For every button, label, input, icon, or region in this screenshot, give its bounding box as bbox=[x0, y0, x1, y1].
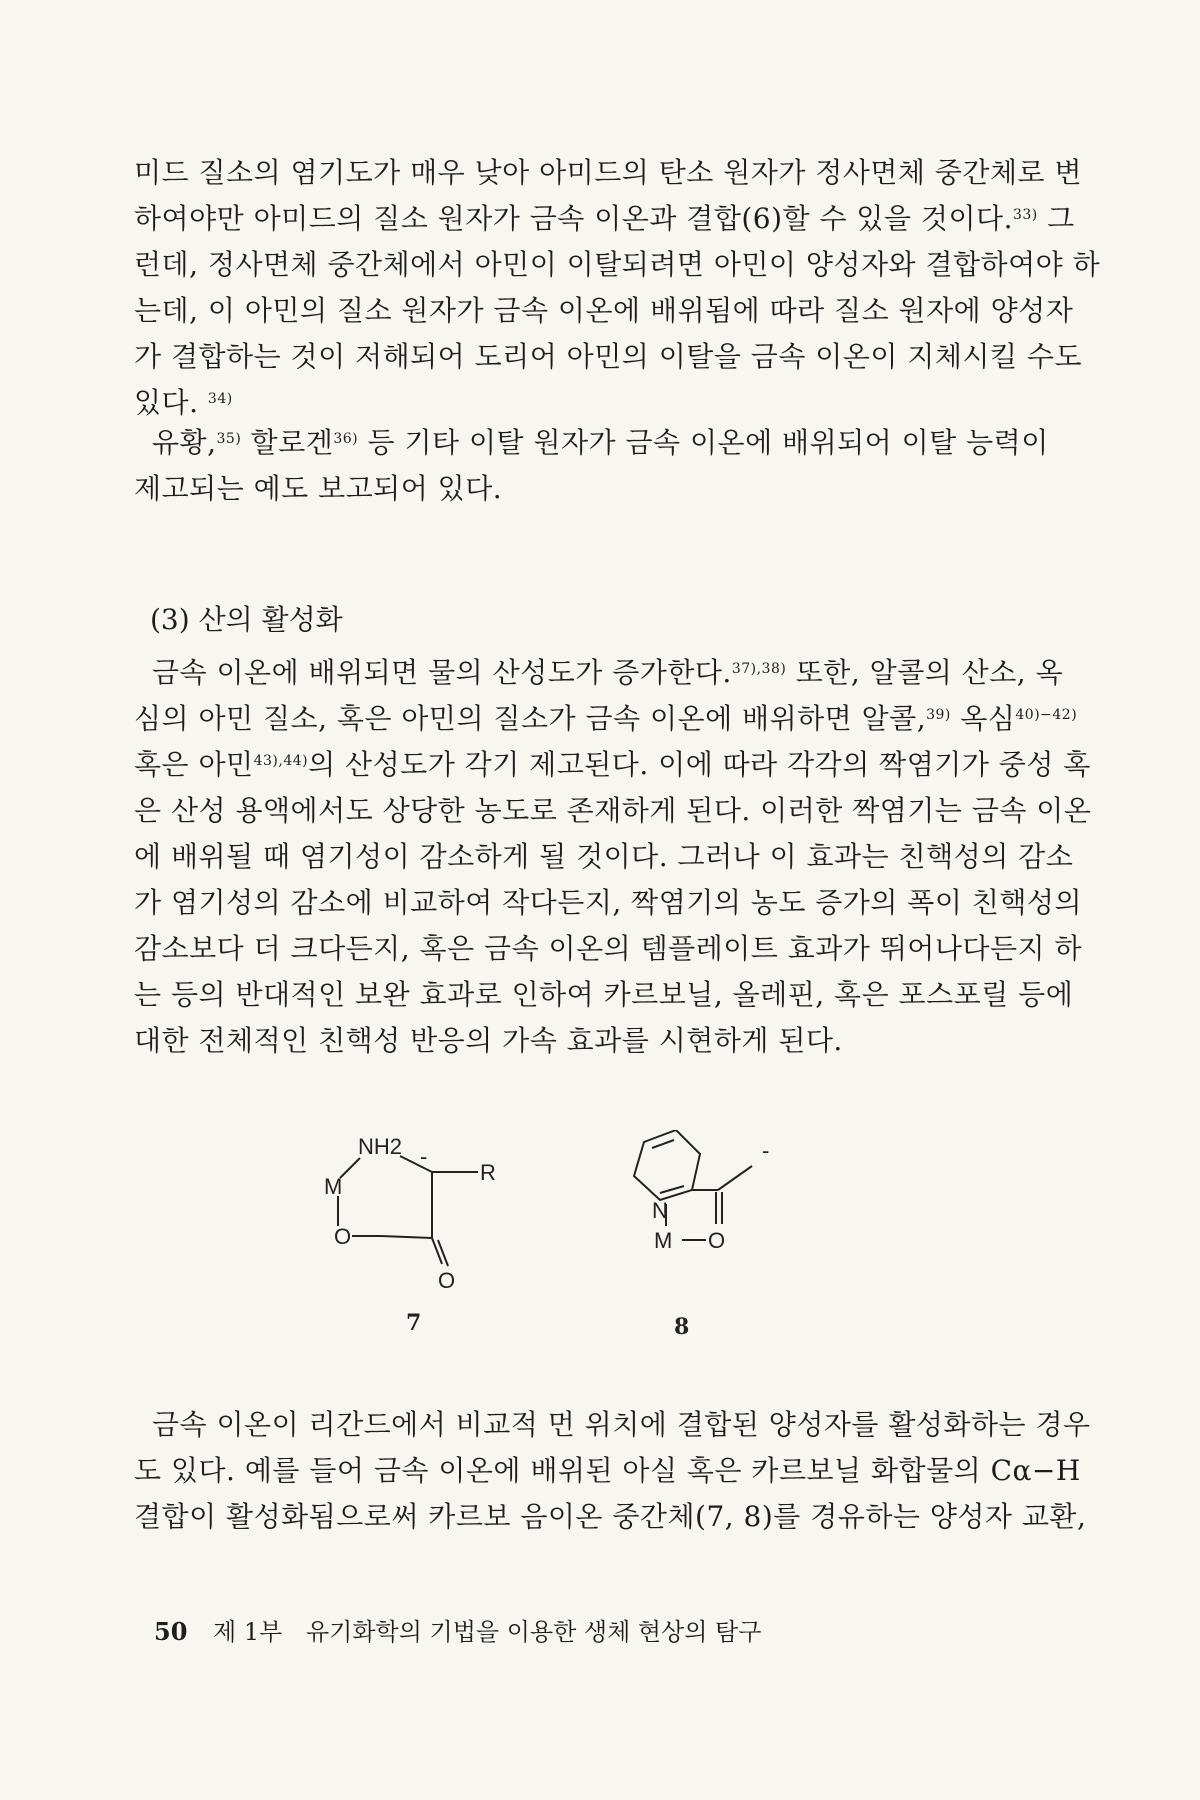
citation: 35) bbox=[216, 431, 242, 447]
structure-7 bbox=[338, 1156, 478, 1266]
text-line: 는데, 이 아민의 질소 원자가 금속 이온에 배위됨에 따라 질소 원자에 양성자 bbox=[134, 294, 1074, 327]
text-line: 대한 전체적인 친핵성 반응의 가속 효과를 시현하게 된다. bbox=[134, 1024, 843, 1057]
text-line: 은 산성 용액에서도 상당한 농도로 존재하게 된다. 이러한 짝염기는 금속 이온 bbox=[134, 794, 1092, 827]
citation: 40)−42) bbox=[1015, 707, 1078, 723]
citation: 37),38) bbox=[731, 661, 787, 677]
citation: 34) bbox=[207, 391, 233, 407]
citation: 39) bbox=[926, 707, 951, 723]
text-line: 가 염기성의 감소에 비교하여 작다든지, 짝염기의 농도 증가의 폭이 친핵성의 bbox=[134, 886, 1082, 919]
citation: 43),44) bbox=[253, 753, 309, 769]
text-line: 결합이 활성화됨으로써 카르보 음이온 중간체(7, 8)를 경유하는 양성자 교환, bbox=[134, 1500, 1087, 1533]
book-title: 유기화학의 기법을 이용한 생체 현상의 탐구 bbox=[305, 1618, 762, 1646]
text-line: 는 등의 반대적인 보완 효과로 인하여 카르보닐, 올레핀, 혹은 포스포릴 등에 bbox=[134, 978, 1074, 1011]
charge-mark: - bbox=[762, 1138, 770, 1163]
text-line: 있다. $^{34)}$ bbox=[134, 386, 233, 419]
nh2-label: NH2 bbox=[358, 1134, 403, 1159]
text-line: 도 있다. 예를 들어 금속 이온에 배위된 아실 혹은 카르보닐 화합물의 Cα−H bbox=[134, 1454, 1081, 1487]
oxygen-label: O bbox=[438, 1268, 456, 1293]
paragraph-4 bbox=[134, 1402, 1091, 1540]
structures-svg bbox=[320, 1130, 840, 1360]
metal-label: M bbox=[324, 1174, 343, 1199]
metal-label: M bbox=[654, 1228, 673, 1253]
structure-8 bbox=[634, 1130, 752, 1240]
text-line: 런데, 정사면체 중간체에서 아민이 이탈되려면 아민이 양성자와 결합하여야 하 bbox=[134, 248, 1101, 281]
text-line: 미드 질소의 염기도가 매우 낮아 아미드의 탄소 원자가 정사면체 중간체로 변 bbox=[134, 156, 1082, 189]
compound-label-7: 7 bbox=[406, 1310, 422, 1336]
text-line: 유황,$^{35)}$ 할로겐$^{36)}$ 등 기타 이탈 원자가 금속 이온에 배위되어 이탈 능력이 bbox=[152, 426, 1049, 459]
text-line: 금속 이온이 리간드에서 비교적 먼 위치에 결합된 양성자를 활성화하는 경우 bbox=[152, 1408, 1091, 1441]
compound-label-8: 8 bbox=[674, 1314, 690, 1340]
paragraph-3 bbox=[134, 650, 1092, 1064]
text-line: 심의 아민 질소, 혹은 아민의 질소가 금속 이온에 배위하면 알콜,$^{39)}$ 옥심$^{40)-42)}$ bbox=[134, 702, 1078, 735]
text-line: 하여야만 아미드의 질소 원자가 금속 이온과 결합(6)할 수 있을 것이다.$^{33)}$ 그 bbox=[134, 202, 1075, 235]
citation: 36) bbox=[333, 431, 359, 447]
citation: 33) bbox=[1012, 207, 1038, 223]
text-line: 금속 이온에 배위되면 물의 산성도가 증가한다.$^{37),38)}$ 또한, 알콜의 산소, 옥 bbox=[152, 656, 1064, 689]
paragraph-2 bbox=[134, 420, 1049, 512]
page-number: 50 bbox=[154, 1617, 188, 1646]
page-footer bbox=[154, 1612, 761, 1647]
oxygen-label: O bbox=[334, 1224, 352, 1249]
text-line: 가 결합하는 것이 저해되어 도리어 아민의 이탈을 금속 이온이 지체시킬 수도 bbox=[134, 340, 1082, 373]
r-label: R bbox=[480, 1160, 496, 1185]
text-line: 에 배위될 때 염기성이 감소하게 될 것이다. 그러나 이 효과는 친핵성의 감소 bbox=[134, 840, 1074, 873]
structures-figure bbox=[320, 1130, 840, 1364]
section-heading: (3) 산의 활성화 bbox=[150, 603, 343, 636]
paragraph-1 bbox=[134, 150, 1101, 426]
text-line: 감소보다 더 크다든지, 혹은 금속 이온의 템플레이트 효과가 뛰어나다든지 하 bbox=[134, 932, 1082, 965]
nitrogen-label: N bbox=[652, 1198, 668, 1223]
part-label: 제 1부 bbox=[213, 1618, 283, 1646]
charge-mark: - bbox=[420, 1144, 428, 1169]
oxygen-label: O bbox=[708, 1228, 726, 1253]
text-line: 혹은 아민$^{43),44)}$의 산성도가 각기 제고된다. 이에 따라 각각의 짝염기가 중성 혹 bbox=[134, 748, 1091, 781]
text-line: 제고되는 예도 보고되어 있다. bbox=[134, 472, 503, 505]
